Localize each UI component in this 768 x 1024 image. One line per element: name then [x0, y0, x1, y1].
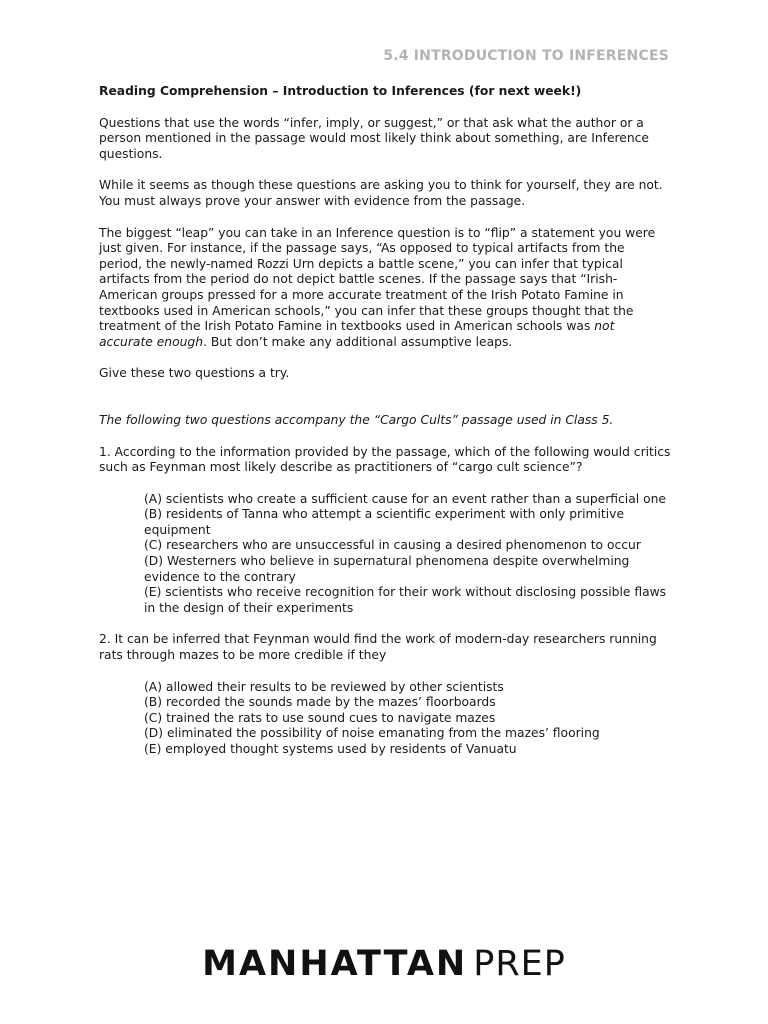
paragraph-evidence: While it seems as though these questions are asking you to think for yourself, they are not. You must always prove your answer with evidence from the passage. — [99, 178, 663, 208]
paragraph-leap-text: The biggest “leap” you can take in an Inference question is to “flip” a statement you were just given. For instance, if the passage says, “As opposed to typical artifacts from the period, the newly-named Rozzi Urn depicts a battle scene,” you can infer that typical artifacts from the period do not depict battle scenes. If the passage says that “Irish-American groups pressed for a more accurate treatment of the Irish Potato Famine in textbooks used in American schools,” you can infer that these groups thought that the treatment of the Irish Potato Famine in textbooks used in American schools was — [99, 225, 656, 334]
section-header: 5.4 INTRODUCTION TO INFERENCES — [383, 48, 669, 64]
brand-logo — [0, 944, 768, 984]
question-2-stem: 2. It can be inferred that Feynman would find the work of modern-day researchers running rats through mazes to be more credible if they — [99, 632, 657, 663]
paragraph-leap-end: . But don’t make any additional assumptive leaps. — [203, 334, 513, 349]
passage-note: The following two questions accompany the “Cargo Cults” passage used in Class 5. — [99, 412, 614, 427]
question-1-option-c: (C) researchers who are unsuccessful in causing a desired phenomenon to occur — [144, 538, 641, 553]
question-2-option-b: (B) recorded the sounds made by the mazes’ floorboards — [144, 695, 496, 710]
content-body — [99, 84, 671, 774]
question-2-option-a: (A) allowed their results to be reviewed by other scientists — [144, 679, 504, 694]
question-2-option-e: (E) employed thought systems used by residents of Vanuatu — [144, 742, 517, 756]
question-1-stem: 1. According to the information provided by the passage, which of the following would critics such as Feynman most likely describe as practitioners of “cargo cult science”? — [99, 444, 671, 475]
page-title: Reading Comprehension – Introduction to Inferences (for next week!) — [99, 84, 582, 98]
question-2-option-d: (D) eliminated the possibility of noise emanating from the mazes’ flooring — [144, 726, 600, 741]
question-1-option-b: (B) residents of Tanna who attempt a scientific experiment with only primitive equipment — [144, 507, 625, 537]
question-1-options — [144, 492, 671, 617]
brand-logo-part1: MANHATTAN — [202, 944, 468, 984]
paragraph-instruction: Give these two questions a try. — [99, 366, 290, 381]
question-1-option-e: (E) scientists who receive recognition for their work without disclosing possible flaws in the design of their experiments — [144, 585, 667, 615]
brand-logo-part2: PREP — [473, 944, 566, 984]
question-1-option-a: (A) scientists who create a sufficient cause for an event rather than a superficial one — [144, 491, 666, 506]
paragraph-leap — [99, 226, 671, 351]
question-1-option-d: (D) Westerners who believe in supernatural phenomena despite overwhelming evidence to the contrary — [144, 554, 630, 584]
question-2-options — [144, 680, 671, 758]
question-2-option-c: (C) trained the rats to use sound cues to navigate mazes — [144, 710, 496, 725]
paragraph-definition: Questions that use the words “infer, imply, or suggest,” or that ask what the author or a person mentioned in the passage would most likely think about something, are Inference questions. — [99, 115, 649, 161]
paragraph-leap-emphasis: not accurate enough — [99, 319, 615, 349]
